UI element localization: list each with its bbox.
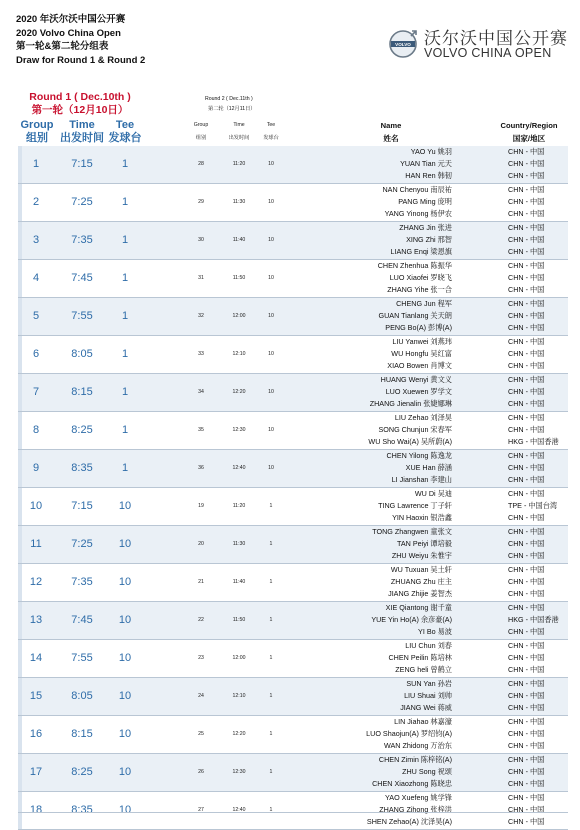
player-name: LUO Shaojun(A) 罗绍钧(A) [366, 729, 452, 738]
round1-title-cn: 第一轮（12月10日） [31, 104, 129, 116]
group-row [18, 640, 568, 678]
round2-group: 20 [198, 541, 204, 547]
round2-time: 11:40 [232, 237, 246, 243]
group-row [18, 184, 568, 222]
player-name: YAO Xuefeng 姚学锋 [385, 793, 452, 802]
group-row [18, 488, 568, 526]
player-country: CHN - 中国 [508, 565, 545, 574]
round2-time: 12:00 [232, 313, 246, 319]
group-row [18, 564, 568, 602]
player-name: LIU Chun 刘春 [405, 641, 452, 650]
group-number: 1 [32, 158, 40, 170]
player-country: CHN - 中国 [508, 703, 545, 712]
round1-time: 8:35 [71, 462, 93, 474]
group-number: 5 [32, 310, 40, 322]
round2-tee: 1 [269, 503, 273, 509]
player-country: CHN - 中国 [508, 387, 545, 396]
player-country: CHN - 中国 [508, 209, 545, 218]
player-name: ZHANG Jin 张进 [399, 223, 452, 232]
round2-time: 11:30 [232, 541, 246, 547]
round1-time: 7:55 [71, 310, 93, 322]
round1-time: 7:15 [71, 500, 93, 512]
group-row [18, 754, 568, 792]
player-country: CHN - 中国 [508, 197, 545, 206]
round2-time: 12:40 [232, 807, 246, 813]
group-row [18, 374, 568, 412]
player-name: SONG Chunjun 宋春军 [378, 425, 452, 434]
round1-time: 7:35 [71, 234, 93, 246]
player-country: CHN - 中国 [508, 793, 545, 802]
round2-tee: 1 [269, 579, 273, 585]
player-name: LIANG Enqi 梁恩旗 [390, 247, 452, 256]
player-country: CHN - 中国 [508, 299, 545, 308]
round2-group: 35 [198, 427, 204, 433]
player-country: CHN - 中国 [508, 475, 545, 484]
player-country: CHN - 中国 [508, 171, 545, 180]
player-name: TING Lawrence 丁子轩 [378, 501, 452, 510]
round2-tee: 10 [268, 427, 274, 433]
round2-group: 22 [198, 617, 204, 623]
player-country: CHN - 中国 [508, 527, 545, 536]
round2-time: 12:00 [232, 655, 246, 661]
col-name-header: Name 姓名 [380, 121, 402, 143]
round2-group: 30 [198, 237, 204, 243]
round2-group: 24 [198, 693, 204, 699]
player-country: CHN - 中国 [508, 551, 545, 560]
group-number: 12 [29, 576, 43, 588]
player-country: CHN - 中国 [508, 311, 545, 320]
player-name: TAN Peiyi 谭培毅 [397, 539, 452, 548]
player-name: ZHANG Jienalin 张婕娜琳 [369, 399, 452, 408]
col-r2-group-header: Group 组别 [193, 122, 209, 141]
group-number: 18 [29, 804, 43, 816]
group-number: 2 [32, 196, 40, 208]
round2-tee: 10 [268, 465, 274, 471]
group-number: 8 [32, 424, 40, 436]
round1-tee: 1 [121, 234, 129, 246]
group-row [18, 336, 568, 374]
player-name: XING Zhi 邢智 [406, 235, 452, 244]
round1-time: 8:25 [71, 766, 93, 778]
group-row [18, 792, 568, 830]
header-subtitle-cn: 第一轮&第二轮分组表 [16, 41, 109, 53]
group-number: 11 [30, 538, 42, 550]
player-country: CHN - 中国 [508, 147, 545, 156]
round1-tee: 10 [118, 500, 132, 512]
header-title-cn: 2020 年沃尔沃中国公开赛 [16, 14, 126, 25]
player-country: CHN - 中国 [508, 577, 545, 586]
col-time-header: Time 出发时间 [60, 119, 104, 144]
player-name: WU Tuxuan 吴土轩 [390, 565, 452, 574]
round2-group: 25 [198, 731, 204, 737]
round1-tee: 1 [121, 386, 129, 398]
round1-tee: 10 [118, 804, 132, 816]
player-country: CHN - 中国 [508, 513, 545, 522]
player-name: ZHU Song 祝颂 [402, 767, 452, 776]
round2-tee: 10 [268, 389, 274, 395]
group-row [18, 222, 568, 260]
player-country: TPE - 中国台湾 [508, 501, 558, 510]
player-country: CHN - 中国 [508, 641, 545, 650]
round1-time: 8:35 [71, 804, 93, 816]
player-name: LIU Shuai 刘帅 [404, 691, 452, 700]
group-number: 13 [29, 614, 43, 626]
group-number: 15 [29, 690, 43, 702]
player-country: CHN - 中国 [508, 349, 545, 358]
group-number: 9 [32, 462, 40, 474]
round2-group: 29 [198, 199, 204, 205]
group-row [18, 526, 568, 564]
document-header [16, 13, 145, 67]
round2-tee: 1 [269, 617, 273, 623]
round1-time: 8:25 [71, 424, 93, 436]
round1-tee: 1 [121, 196, 129, 208]
player-name: ZENG heli 曾鹤立 [395, 665, 452, 674]
round2-group: 26 [198, 769, 204, 775]
round2-title-cn: 第二轮（12月11日） [208, 106, 256, 112]
player-country: CHN - 中国 [508, 679, 545, 688]
player-name: XUE Han 薛涵 [405, 463, 452, 472]
volvo-china-open-logo [388, 24, 573, 64]
player-name: LIU Yanwei 刘燕玮 [392, 337, 452, 346]
player-name: ZHANG Yihe 张一合 [387, 285, 452, 294]
player-country: CHN - 中国 [508, 185, 545, 194]
round2-tee: 1 [269, 731, 273, 737]
round2-time: 11:40 [232, 579, 246, 585]
player-country: CHN - 中国 [508, 489, 545, 498]
player-name: SUN Yan 孙岩 [406, 679, 452, 688]
group-number: 4 [32, 272, 40, 284]
player-name: LUO Xiaofei 罗晓飞 [389, 273, 452, 282]
round2-tee: 1 [269, 693, 273, 699]
round2-time: 12:10 [232, 351, 246, 357]
player-country: CHN - 中国 [508, 653, 545, 662]
player-name: HUANG Wenyi 黄文义 [380, 375, 452, 384]
round1-heading [20, 91, 140, 117]
player-country: CHN - 中国 [508, 159, 545, 168]
player-name: YUE Yin Ho(A) 余彦豪(A) [371, 615, 452, 624]
round2-time: 11:50 [232, 275, 246, 281]
round2-time: 11:30 [232, 199, 246, 205]
player-name: PANG Ming 庞明 [398, 197, 452, 206]
round2-group: 19 [198, 503, 204, 509]
round1-time: 8:05 [71, 348, 93, 360]
round2-group: 23 [198, 655, 204, 661]
player-name: NAN Chenyou 南辰祐 [382, 185, 452, 194]
volvo-badge-icon [388, 29, 418, 59]
round2-title-en: Round 2 ( Dec.11th ) [205, 96, 253, 102]
round1-time: 8:05 [71, 690, 93, 702]
round2-time: 12:30 [232, 769, 246, 775]
player-country: CHN - 中国 [508, 691, 545, 700]
round2-tee: 10 [268, 313, 274, 319]
player-name: LUO Xuewen 罗学文 [385, 387, 452, 396]
player-name: WU Di 吴迪 [414, 489, 452, 498]
group-row [18, 298, 568, 336]
player-country: CHN - 中国 [508, 361, 545, 370]
player-name: XIAO Bowen 肖博文 [387, 361, 452, 370]
player-country: CHN - 中国 [508, 399, 545, 408]
player-country: CHN - 中国 [508, 627, 545, 636]
round2-tee: 10 [268, 199, 274, 205]
player-name: ZHU Weiyu 朱惟宇 [391, 551, 452, 560]
round1-tee: 1 [121, 158, 129, 170]
player-country: CHN - 中国 [508, 539, 545, 548]
round2-group: 33 [198, 351, 204, 357]
player-name: CHENG Jun 程军 [396, 299, 452, 308]
col-r2-tee-header: Tee 发球台 [263, 122, 279, 141]
col-group-header: Group 组别 [20, 119, 54, 144]
player-name: WU Hongfu 吴红富 [391, 349, 452, 358]
round2-time: 12:30 [232, 427, 246, 433]
group-row [18, 260, 568, 298]
logo-text-en: VOLVO CHINA OPEN [424, 46, 552, 60]
player-country: CHN - 中国 [508, 805, 545, 814]
round1-title-en: Round 1 ( Dec.10th ) [29, 91, 131, 103]
player-country: CHN - 中国 [508, 223, 545, 232]
player-country: CHN - 中国 [508, 717, 545, 726]
player-country: CHN - 中国 [508, 817, 545, 826]
player-country: HKG - 中国香港 [508, 615, 559, 624]
player-name: LIN Jiahao 林嘉濠 [394, 717, 452, 726]
header-subtitle-en: Draw for Round 1 & Round 2 [16, 54, 146, 66]
round1-tee: 10 [118, 614, 132, 626]
round1-time: 8:15 [71, 386, 93, 398]
group-row [18, 716, 568, 754]
round1-time: 7:45 [71, 272, 93, 284]
player-name: LIU Zehao 刘泽昊 [394, 413, 452, 422]
group-number: 16 [29, 728, 43, 740]
round2-time: 12:20 [232, 731, 246, 737]
player-country: CHN - 中国 [508, 767, 545, 776]
table-bottom-rule [18, 812, 568, 813]
round2-group: 32 [198, 313, 204, 319]
round1-tee: 1 [121, 272, 129, 284]
player-name: GUAN Tianlang 关天朗 [378, 311, 452, 320]
player-name: JIANG Zhijie 姜智杰 [388, 589, 452, 598]
round1-tee: 1 [121, 424, 129, 436]
round2-tee: 1 [269, 769, 273, 775]
player-country: CHN - 中国 [508, 729, 545, 738]
col-country-header: Country/Region 国家/地区 [500, 121, 558, 143]
player-country: CHN - 中国 [508, 337, 545, 346]
round2-group: 36 [198, 465, 204, 471]
player-country: CHN - 中国 [508, 247, 545, 256]
group-row [18, 412, 568, 450]
badge-label: VOLVO [395, 42, 411, 47]
group-number: 7 [32, 386, 40, 398]
player-name: CHEN Peilin 陈培林 [388, 653, 452, 662]
col-tee-header: Tee 发球台 [108, 119, 142, 144]
round2-time: 12:10 [232, 693, 246, 699]
player-country: CHN - 中国 [508, 235, 545, 244]
round1-tee: 10 [118, 652, 132, 664]
player-country: CHN - 中国 [508, 603, 545, 612]
player-name: CHEN Xiaozhong 陈晓忠 [372, 779, 452, 788]
player-country: CHN - 中国 [508, 463, 545, 472]
group-row [18, 602, 568, 640]
round2-time: 11:20 [232, 161, 246, 167]
player-name: YANG Yinong 杨伊农 [384, 209, 452, 218]
round2-tee: 10 [268, 275, 274, 281]
round2-time: 12:40 [232, 465, 246, 471]
round1-tee: 10 [118, 538, 132, 550]
player-country: CHN - 中国 [508, 451, 545, 460]
round1-tee: 10 [118, 728, 132, 740]
round2-group: 34 [198, 389, 204, 395]
player-name: CHEN Zhenhua 陈振华 [377, 261, 452, 270]
col-r2-time-header: Time 出发时间 [228, 122, 250, 141]
group-number: 14 [29, 652, 43, 664]
player-country: CHN - 中国 [508, 323, 545, 332]
player-name: XIE Qiantong 谢千童 [385, 603, 452, 612]
player-name: PENG Bo(A) 彭博(A) [385, 323, 452, 332]
player-name: LI Jianshan 李建山 [391, 475, 452, 484]
player-country: CHN - 中国 [508, 589, 545, 598]
player-name: YAO Yu 姚羽 [410, 147, 452, 156]
round2-time: 11:20 [232, 503, 246, 509]
player-country: CHN - 中国 [508, 665, 545, 674]
player-name: SHEN Zehao(A) 沈泽昊(A) [366, 817, 452, 826]
group-number: 17 [29, 766, 43, 778]
round1-tee: 10 [118, 766, 132, 778]
player-country: CHN - 中国 [508, 413, 545, 422]
player-name: TONG Zhangwen 童张文 [372, 527, 452, 536]
round1-time: 8:15 [71, 728, 93, 740]
group-number: 3 [32, 234, 40, 246]
group-number: 10 [29, 500, 43, 512]
round2-tee: 1 [269, 807, 273, 813]
round2-tee: 10 [268, 351, 274, 357]
round2-time: 12:20 [232, 389, 246, 395]
player-country: CHN - 中国 [508, 273, 545, 282]
round1-time: 7:25 [71, 538, 93, 550]
player-name: WAN Zhidong 万治东 [383, 741, 452, 750]
round1-time: 7:45 [71, 614, 93, 626]
player-name: YUAN Tian 元天 [400, 159, 452, 168]
round1-time: 7:55 [71, 652, 93, 664]
player-name: JIANG Wei 蒋威 [400, 703, 452, 712]
round2-tee: 1 [269, 655, 273, 661]
player-name: ZHUANG Zhu 庄主 [390, 577, 452, 586]
round2-tee: 10 [268, 161, 274, 167]
round1-tee: 1 [121, 310, 129, 322]
draw-table [18, 146, 568, 830]
player-name: WU Sho Wai(A) 吴所蔚(A) [368, 437, 452, 446]
round2-heading [205, 94, 255, 114]
round1-tee: 1 [121, 348, 129, 360]
round2-time: 11:50 [232, 617, 246, 623]
player-country: CHN - 中国 [508, 425, 545, 434]
player-country: CHN - 中国 [508, 741, 545, 750]
group-row [18, 678, 568, 716]
round2-tee: 10 [268, 237, 274, 243]
player-name: CHEN Zimin 陈梓铭(A) [378, 755, 452, 764]
player-country: CHN - 中国 [508, 261, 545, 270]
round2-group: 31 [198, 275, 204, 281]
round2-group: 21 [198, 579, 204, 585]
player-country: CHN - 中国 [508, 779, 545, 788]
player-name: YI Bo 易波 [418, 627, 452, 636]
round1-tee: 10 [118, 576, 132, 588]
player-name: ZHANG Zihong 张梓洪 [379, 805, 452, 814]
round1-tee: 1 [121, 462, 129, 474]
player-country: HKG - 中国香港 [508, 437, 559, 446]
player-name: YIN Haoxin 银浩鑫 [392, 513, 452, 522]
round1-time: 7:35 [71, 576, 93, 588]
player-name: CHEN Yilong 陈逸龙 [386, 451, 452, 460]
logo-text-cn: 沃尔沃中国公开赛 [424, 29, 568, 48]
player-country: CHN - 中国 [508, 285, 545, 294]
round1-tee: 10 [118, 690, 132, 702]
player-name: HAN Ren 韩韧 [405, 171, 452, 180]
round1-time: 7:15 [71, 158, 93, 170]
header-title-en: 2020 Volvo China Open [16, 27, 121, 39]
round2-tee: 1 [269, 541, 273, 547]
group-number: 6 [32, 348, 40, 360]
player-country: CHN - 中国 [508, 375, 545, 384]
round1-time: 7:25 [71, 196, 93, 208]
group-row [18, 450, 568, 488]
round2-group: 28 [198, 161, 204, 167]
group-row [18, 146, 568, 184]
player-country: CHN - 中国 [508, 755, 545, 764]
round2-group: 27 [198, 807, 204, 813]
